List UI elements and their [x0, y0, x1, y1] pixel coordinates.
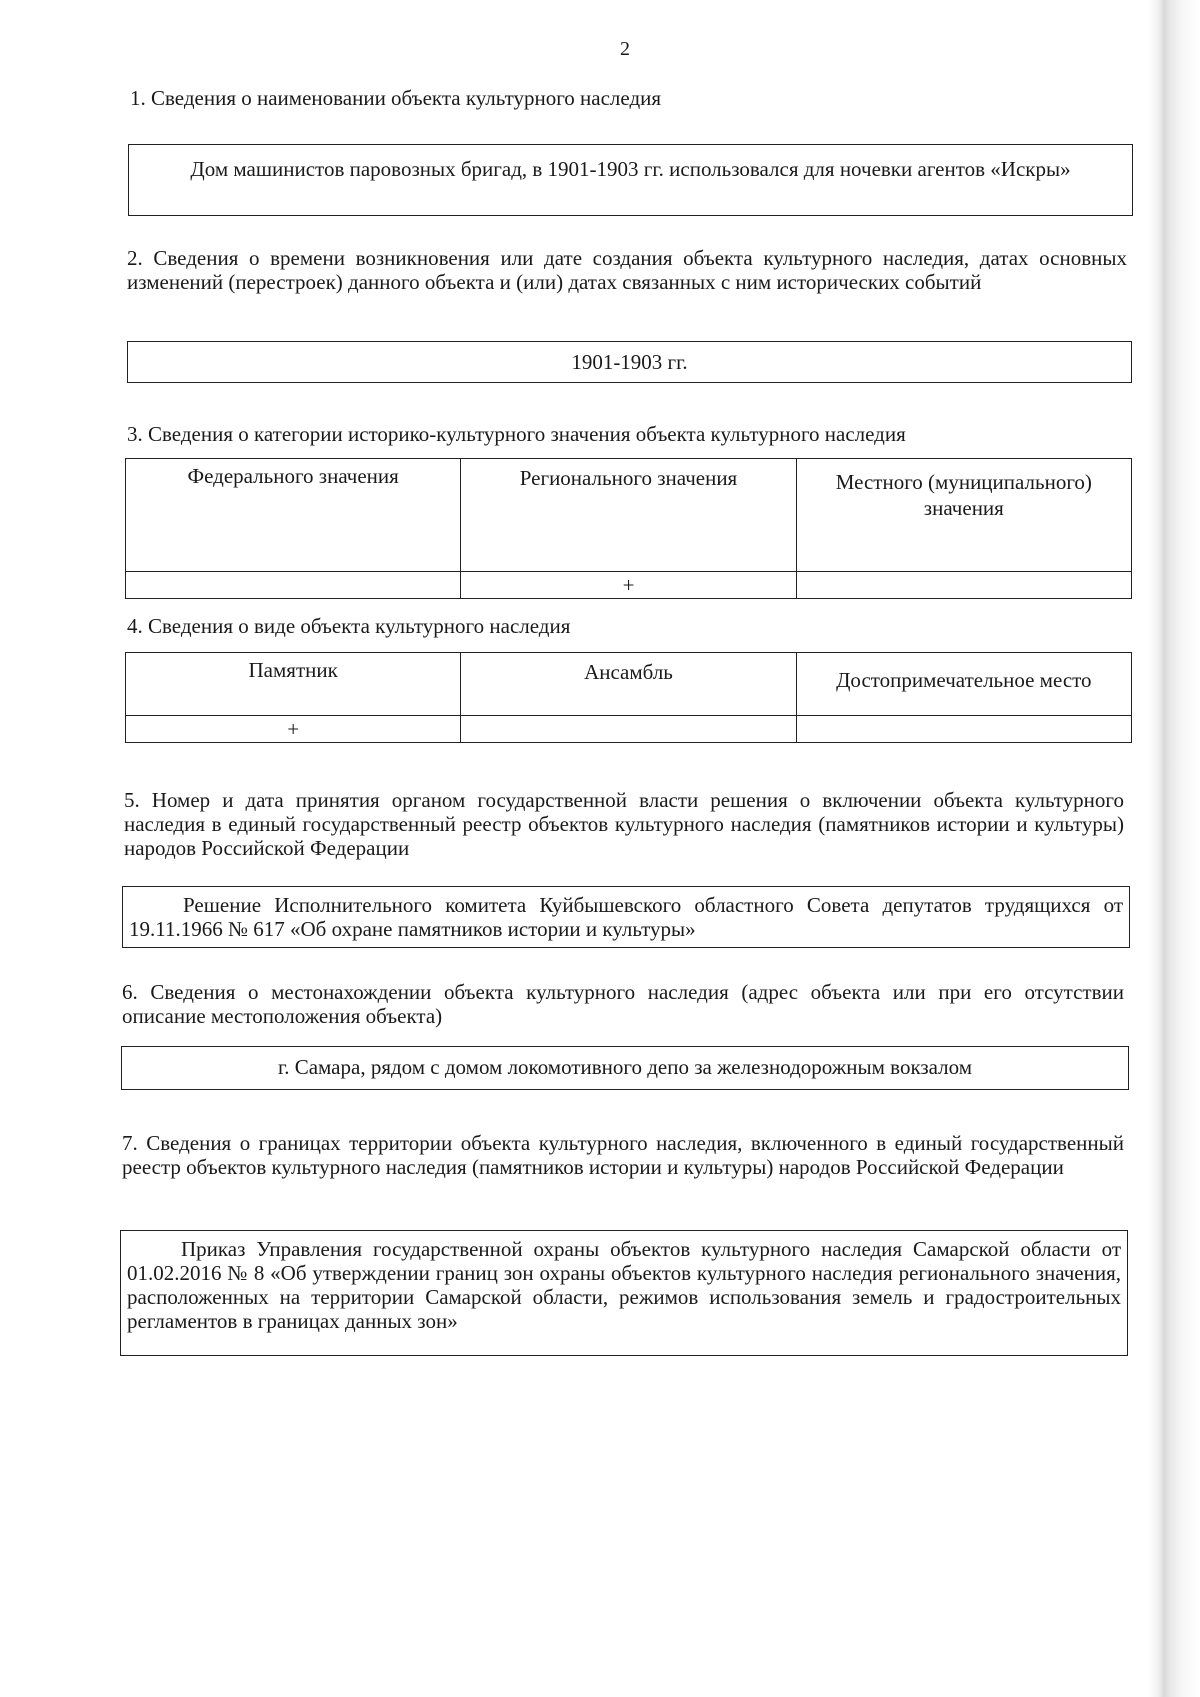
- table-header-cell: Федерального значения: [126, 459, 461, 572]
- section-2-content-box: [127, 341, 1132, 383]
- section-6-heading: 6. Сведения о местонахождении объекта культурного наследия (адрес объекта или при его отсутствии описание местоположения объекта): [122, 980, 1124, 1028]
- section-4-type-table: [125, 652, 1132, 743]
- section-6-content-box: [121, 1046, 1129, 1090]
- section-7-content: Приказ Управления государственной охраны объектов культурного наследия Самарской области от 01.02.2016 № 8 «Об утверждении границ зон охраны объектов культурного наследия регионального значения, расположенных на территории Самарской области, режимов использования земель и градостроительных регламентов в границах данных зон»: [127, 1237, 1121, 1333]
- table-row: [126, 716, 1132, 743]
- table-header-cell: Ансамбль: [461, 653, 796, 716]
- table-row: [126, 572, 1132, 599]
- section-2-heading: 2. Сведения о времени возникновения или дате создания объекта культурного наследия, датах основных изменений (перестроек) данного объекта и (или) датах связанных с ним исторических событий: [127, 246, 1127, 294]
- section-6-content: г. Самара, рядом с домом локомотивного депо за железнодорожным вокзалом: [277, 1055, 973, 1079]
- section-1-heading: 1. Сведения о наименовании объекта культурного наследия: [130, 86, 662, 110]
- section-7-heading: 7. Сведения о границах территории объекта культурного наследия, включенного в единый государственный реестр объектов культурного наследия (памятников истории и культуры) народов Российской Федерации: [122, 1131, 1124, 1179]
- scan-edge-shadow: [1148, 0, 1200, 1697]
- section-1-content-box: [128, 144, 1133, 216]
- section-2-content: 1901-1903 гг.: [571, 350, 688, 374]
- table-header-cell: Памятник: [126, 653, 461, 716]
- table-header-row: [126, 459, 1132, 572]
- section-5-heading: 5. Номер и дата принятия органом государственной власти решения о включении объекта культурного наследия в единый государственный реестр объектов культурного наследия (памятников истории и культуры) народов Российской Федерации: [124, 788, 1124, 860]
- table-header-row: [126, 653, 1132, 716]
- table-header-cell: Регионального значения: [461, 459, 796, 572]
- table-cell: +: [126, 716, 461, 743]
- table-cell: [796, 572, 1131, 599]
- table-header-cell: Достопримечательное место: [796, 653, 1131, 716]
- section-3-heading: 3. Сведения о категории историко-культурного значения объекта культурного наследия: [127, 422, 906, 446]
- section-5-content-box: [122, 886, 1130, 948]
- table-cell: [461, 716, 796, 743]
- table-cell: [126, 572, 461, 599]
- section-1-content: Дом машинистов паровозных бригад, в 1901-1903 гг. использовался для ночевки агентов «Искры»: [190, 157, 1071, 181]
- table-header-cell: Местного (муниципального) значения: [796, 459, 1131, 572]
- page-number: 2: [620, 38, 630, 60]
- table-cell: [796, 716, 1131, 743]
- section-5-content: Решение Исполнительного комитета Куйбышевского областного Совета депутатов трудящихся от 19.11.1966 № 617 «Об охране памятников истории и культуры»: [129, 893, 1123, 941]
- table-cell: +: [461, 572, 796, 599]
- section-7-content-box: [120, 1230, 1128, 1356]
- section-4-heading: 4. Сведения о виде объекта культурного наследия: [127, 614, 571, 638]
- section-3-category-table: [125, 458, 1132, 599]
